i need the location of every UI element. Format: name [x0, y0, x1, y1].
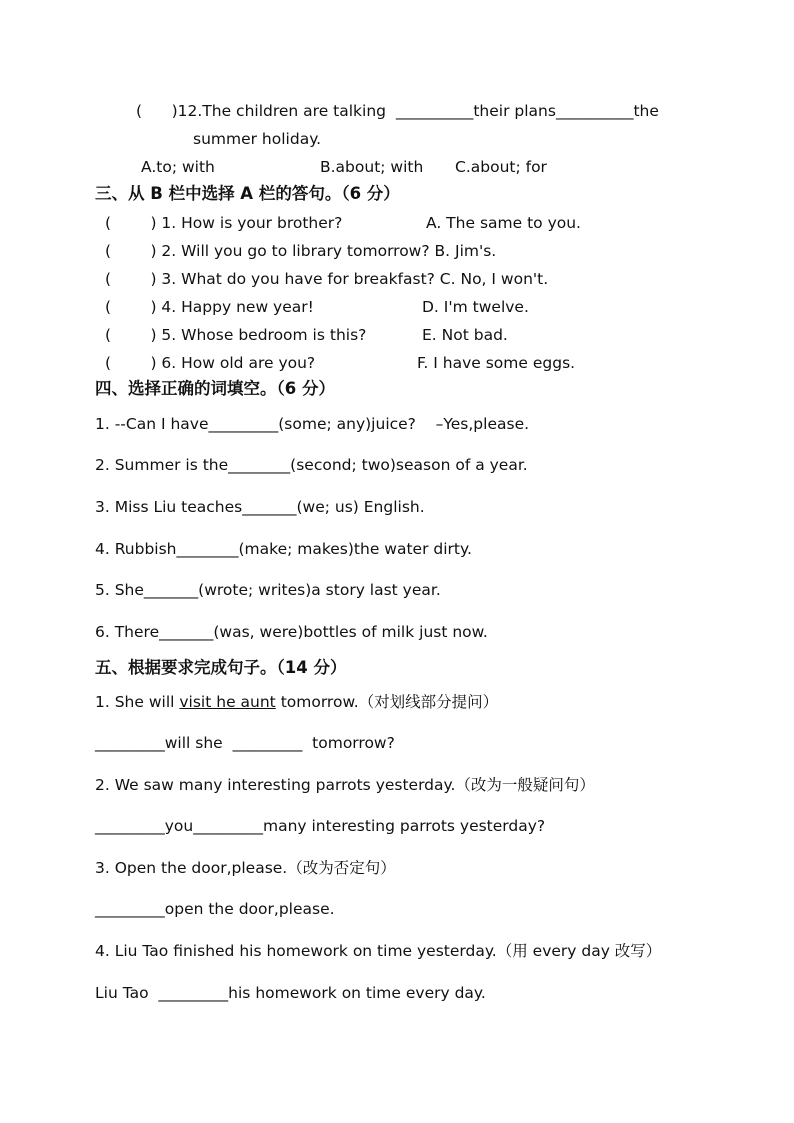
q12-line1: ( )12.The children are talking __________their plans__________the [136, 102, 659, 120]
q12-option-b: B.about; with [320, 158, 424, 176]
s4-item3: 3. Miss Liu teaches_______(we; us) English. [95, 498, 425, 516]
s5-q2: 2. We saw many interesting parrots yesterday.（改为一般疑问句） [95, 776, 595, 794]
s5-q4: 4. Liu Tao finished his homework on time yesterday.（用 every day 改写） [95, 942, 662, 960]
s3-q3: ( ) 3. What do you have for breakfast? C. No, I won't. [105, 270, 549, 288]
s4-item4: 4. Rubbish________(make; makes)the water dirty. [95, 540, 472, 558]
s3-a6: F. I have some eggs. [417, 354, 576, 372]
s5-q1 [95, 692, 498, 712]
s5-q1-post: tomorrow.（对划线部分提问） [275, 693, 499, 711]
s4-item2: 2. Summer is the________(second; two)season of a year. [95, 456, 528, 474]
s3-a4: D. I'm twelve. [422, 298, 529, 316]
s3-q4: ( ) 4. Happy new year! [105, 298, 314, 316]
s5-q1-underlined: visit he aunt [179, 693, 276, 711]
section5-title: 五、根据要求完成句子。（14 分） [95, 658, 347, 677]
section3-title: 三、从 B 栏中选择 A 栏的答句。（6 分） [95, 184, 400, 203]
s5-q3: 3. Open the door,please.（改为否定句） [95, 859, 396, 877]
s3-a5: E. Not bad. [422, 326, 508, 344]
s3-a1: A. The same to you. [426, 214, 581, 232]
s4-item6: 6. There_______(was, were)bottles of milk just now. [95, 623, 488, 641]
s5-a3: _________open the door,please. [95, 900, 335, 918]
s4-item5: 5. She_______(wrote; writes)a story last year. [95, 581, 441, 599]
s4-item1: 1. --Can I have_________(some; any)juice? –Yes,please. [95, 415, 530, 433]
s3-q1: ( ) 1. How is your brother? [105, 214, 343, 232]
s5-a1: _________will she _________ tomorrow? [95, 734, 395, 752]
s3-q2: ( ) 2. Will you go to library tomorrow? B. Jim's. [105, 242, 497, 260]
s3-q6: ( ) 6. How old are you? [105, 354, 316, 372]
q12-option-a: A.to; with [141, 158, 215, 176]
s5-q1-pre: 1. She will [95, 693, 180, 711]
q12-option-c: C.about; for [455, 158, 547, 176]
s3-q5: ( ) 5. Whose bedroom is this? [105, 326, 367, 344]
s5-a2: _________you_________many interesting parrots yesterday? [95, 817, 546, 835]
q12-line2: summer holiday. [193, 130, 322, 148]
s5-a4: Liu Tao _________his homework on time every day. [95, 984, 486, 1002]
section4-title: 四、选择正确的词填空。（6 分） [95, 379, 335, 398]
